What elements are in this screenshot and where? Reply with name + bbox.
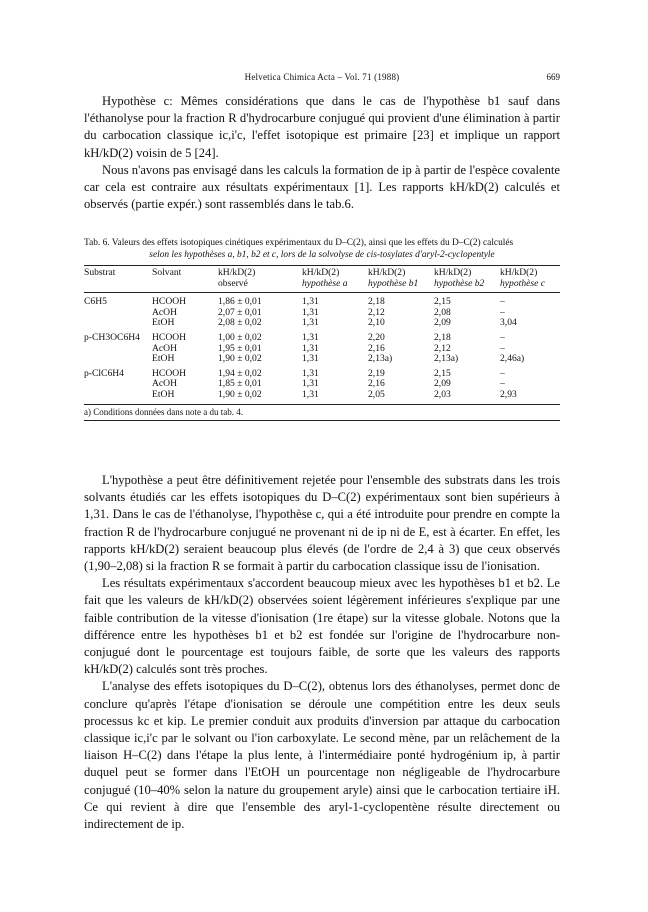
cell-solvant: HCOOH xyxy=(152,331,187,343)
paragraph-hypothese-c: Hypothèse c: Mêmes considérations que dans le cas de l'hypothèse b1 sauf dans l'éthanolyse pour la fraction R d'hydrocarbure conjugué qui provient d'une élimination à partir du carbocation classique ic,i'c, l'effet isotopique est primaire [23] et implique un rapport kH/kD(2) voisin de 5 [24]. xyxy=(84,94,560,160)
table-footnote-row xyxy=(84,404,560,421)
cell-solvant: EtOH xyxy=(152,317,175,329)
header-substrat: Substrat xyxy=(84,267,116,278)
cell-hyp-a: 1,31 xyxy=(302,342,319,354)
cell-observe: 1,90 ± 0,02 xyxy=(218,353,262,365)
cell-hyp-a: 1,31 xyxy=(302,378,319,390)
cell-solvant: AcOH xyxy=(152,342,178,354)
cell-hyp-b2: 2,13a) xyxy=(434,353,459,365)
cell-observe: 2,08 ± 0,02 xyxy=(218,317,262,329)
table-caption-line-2: selon les hypothèses a, b1, b2 et c, lors de la solvolyse de cis-tosylates d'aryl-2-cyclopentyle xyxy=(149,250,495,260)
cell-hyp-a: 1,31 xyxy=(302,353,319,365)
header-hyp-a-label: hypothèse a xyxy=(302,277,348,289)
cell-hyp-c: – xyxy=(500,331,505,343)
cell-hyp-b2: 2,09 xyxy=(434,378,451,390)
table-row xyxy=(84,365,560,380)
cell-hyp-b2: 2,03 xyxy=(434,388,451,400)
cell-hyp-a: 1,31 xyxy=(302,367,319,379)
discussion-section xyxy=(84,472,560,833)
table-row xyxy=(84,318,560,329)
cell-hyp-a: 1,31 xyxy=(302,317,319,329)
cell-hyp-b1: 2,13a) xyxy=(368,353,393,365)
cell-observe: 1,94 ± 0,02 xyxy=(218,367,262,379)
header-ratio: kH/kD(2) xyxy=(500,267,538,278)
cell-substrat xyxy=(84,379,152,390)
cell-hyp-c: – xyxy=(500,378,505,390)
table-row xyxy=(84,329,560,344)
header-ratio: kH/kD(2) xyxy=(302,267,340,278)
cell-observe: 1,90 ± 0,02 xyxy=(218,388,262,400)
table-row xyxy=(84,293,560,308)
running-header xyxy=(84,72,560,86)
table-caption xyxy=(84,237,560,261)
cell-observe: 1,95 ± 0,01 xyxy=(218,342,262,354)
cell-substrat: p-ClC6H4 xyxy=(84,367,124,379)
cell-hyp-b2: 2,18 xyxy=(434,331,451,343)
cell-hyp-c: – xyxy=(500,296,505,308)
header-hyp-c-label: hypothèse c xyxy=(500,277,546,289)
paragraph-calculs: Nous n'avons pas envisagé dans les calculs la formation de ip à partir de l'espèce covalente car cela est contraire aux résultats expérimentaux [1]. Les rapports kH/kD(2) calculés et observés (partie expér.) sont rassemblés dans le tab.6. xyxy=(84,162,560,212)
cell-solvant: HCOOH xyxy=(152,296,187,308)
paragraph-conclusion: L'analyse des effets isotopiques du D–C(2), obtenus lors des éthanolyses, permet donc de conclure qu'après l'étape d'ionisation se déroule une compétition entre les deux seuls processus kc et kip. Le premier conduit aux produits d'inversion par attaque du carbocation classique ic,i'c par le solvant ou l'ion carboxylate. Le second mène, par un relâchement de la liaison H–C(2) dans l'étape la plus lente, à l'intermédiaire ponté hydrogénium ip, à partir duquel peut se former dans l'EtOH un pourcentage non négligeable de l'hydrocarbure conjugué (10–40% selon la nature du groupement aryle) ainsi que le carbocation tertiaire iH. Ce qui revient à dire que l'ensemble des aryl-1-cyclopentène résulte directement ou indirectement de ip. xyxy=(84,679,560,832)
table-row xyxy=(84,390,560,404)
isotope-effects-table xyxy=(84,265,560,421)
header-hyp-b1 xyxy=(368,266,434,293)
paragraph-hypothese-a: L'hypothèse a peut être définitivement rejetée pour l'ensemble des substrats dans les trois solvants étudiés car les effets isotopiques du D–C(2) expérimentaux sont bien supérieurs à 1,31. Dans le cas de l'éthanolyse, l'hypothèse c, qui a été introduite pour prendre en compte la fraction R de l'hydrocarbure conjugué ne provenant ni de ip ni de E, est à écarter. En effet, les rapports kH/kD(2) seraient beaucoup plus élevés (de l'ordre de 2,4 à 3) que ceux observés (1,90–2,08) si la fraction R se formait à partir du carbocation classique issu de l'ionisation. xyxy=(84,473,560,574)
cell-hyp-a: 1,31 xyxy=(302,296,319,308)
cell-observe: 1,85 ± 0,01 xyxy=(218,378,262,390)
cell-hyp-b2: 2,08 xyxy=(434,306,451,318)
cell-hyp-b1: 2,20 xyxy=(368,331,385,343)
cell-hyp-b2: 2,15 xyxy=(434,367,451,379)
cell-hyp-b2: 2,09 xyxy=(434,317,451,329)
cell-hyp-c: – xyxy=(500,367,505,379)
header-hyp-c xyxy=(500,266,560,293)
table-header-row xyxy=(84,266,560,293)
cell-hyp-c: 2,46a) xyxy=(500,353,525,365)
cell-hyp-b1: 2,05 xyxy=(368,388,385,400)
table-row xyxy=(84,354,560,365)
cell-substrat: C6H5 xyxy=(84,296,107,308)
table-footnote: a) Conditions données dans note a du tab. 4. xyxy=(84,404,560,421)
cell-hyp-c: 3,04 xyxy=(500,317,517,329)
header-hyp-b1-label: hypothèse b1 xyxy=(368,277,419,289)
cell-hyp-c: – xyxy=(500,306,505,318)
cell-solvant: AcOH xyxy=(152,306,178,318)
cell-hyp-b1: 2,16 xyxy=(368,378,385,390)
cell-solvant: EtOH xyxy=(152,388,175,400)
cell-hyp-b2: 2,15 xyxy=(434,296,451,308)
cell-substrat xyxy=(84,344,152,355)
cell-substrat xyxy=(84,390,152,404)
cell-hyp-c: 2,93 xyxy=(500,388,517,400)
cell-hyp-b1: 2,10 xyxy=(368,317,385,329)
header-ratio: kH/kD(2) xyxy=(218,267,256,278)
cell-hyp-c: – xyxy=(500,342,505,354)
header-hyp-b2-label: hypothèse b2 xyxy=(434,277,485,289)
cell-substrat xyxy=(84,354,152,365)
header-ratio: kH/kD(2) xyxy=(434,267,472,278)
table-caption-line-1: Tab. 6. Valeurs des effets isotopiques cinétiques expérimentaux du D–C(2), ainsi que les effets du D–C(2) calculés xyxy=(84,238,514,248)
cell-hyp-a: 1,31 xyxy=(302,388,319,400)
header-ratio: kH/kD(2) xyxy=(368,267,406,278)
cell-solvant: AcOH xyxy=(152,378,178,390)
cell-hyp-b1: 2,18 xyxy=(368,296,385,308)
cell-substrat xyxy=(84,318,152,329)
cell-hyp-a: 1,31 xyxy=(302,306,319,318)
cell-hyp-b1: 2,19 xyxy=(368,367,385,379)
cell-substrat: p-CH3OC6H4 xyxy=(84,331,140,343)
header-observe-label: observé xyxy=(218,277,248,289)
cell-observe: 1,86 ± 0,01 xyxy=(218,296,262,308)
cell-hyp-b1: 2,16 xyxy=(368,342,385,354)
cell-hyp-a: 1,31 xyxy=(302,331,319,343)
cell-hyp-b1: 2,12 xyxy=(368,306,385,318)
cell-hyp-b2: 2,12 xyxy=(434,342,451,354)
header-solvant: Solvant xyxy=(152,267,182,278)
header-hyp-a xyxy=(302,266,368,293)
intro-section xyxy=(84,93,560,213)
cell-solvant: EtOH xyxy=(152,353,175,365)
cell-observe: 2,07 ± 0,01 xyxy=(218,306,262,318)
header-observe xyxy=(218,266,302,293)
header-hyp-b2 xyxy=(434,266,500,293)
cell-solvant: HCOOH xyxy=(152,367,187,379)
cell-observe: 1,00 ± 0,02 xyxy=(218,331,262,343)
journal-title: Helvetica Chimica Acta – Vol. 71 (1988) xyxy=(244,72,400,82)
page-number: 669 xyxy=(546,72,560,82)
paragraph-hypotheses-b: Les résultats expérimentaux s'accordent beaucoup mieux avec les hypothèses b1 et b2. Le fait que les valeurs de kH/kD(2) observées soient légèrement inférieures s'explique par une faible contribution de la vitesse d'ionisation (1re étape) sur la vitesse globale. Notons que la différence entre les hypothèses b1 et b2 est fondée sur l'origine de l'hydrocarbure non-conjugué dont le pourcentage est toujours faible, de sorte que les valeurs des rapports kH/kD(2) calculés sont très proches. xyxy=(84,576,560,677)
cell-substrat xyxy=(84,308,152,319)
